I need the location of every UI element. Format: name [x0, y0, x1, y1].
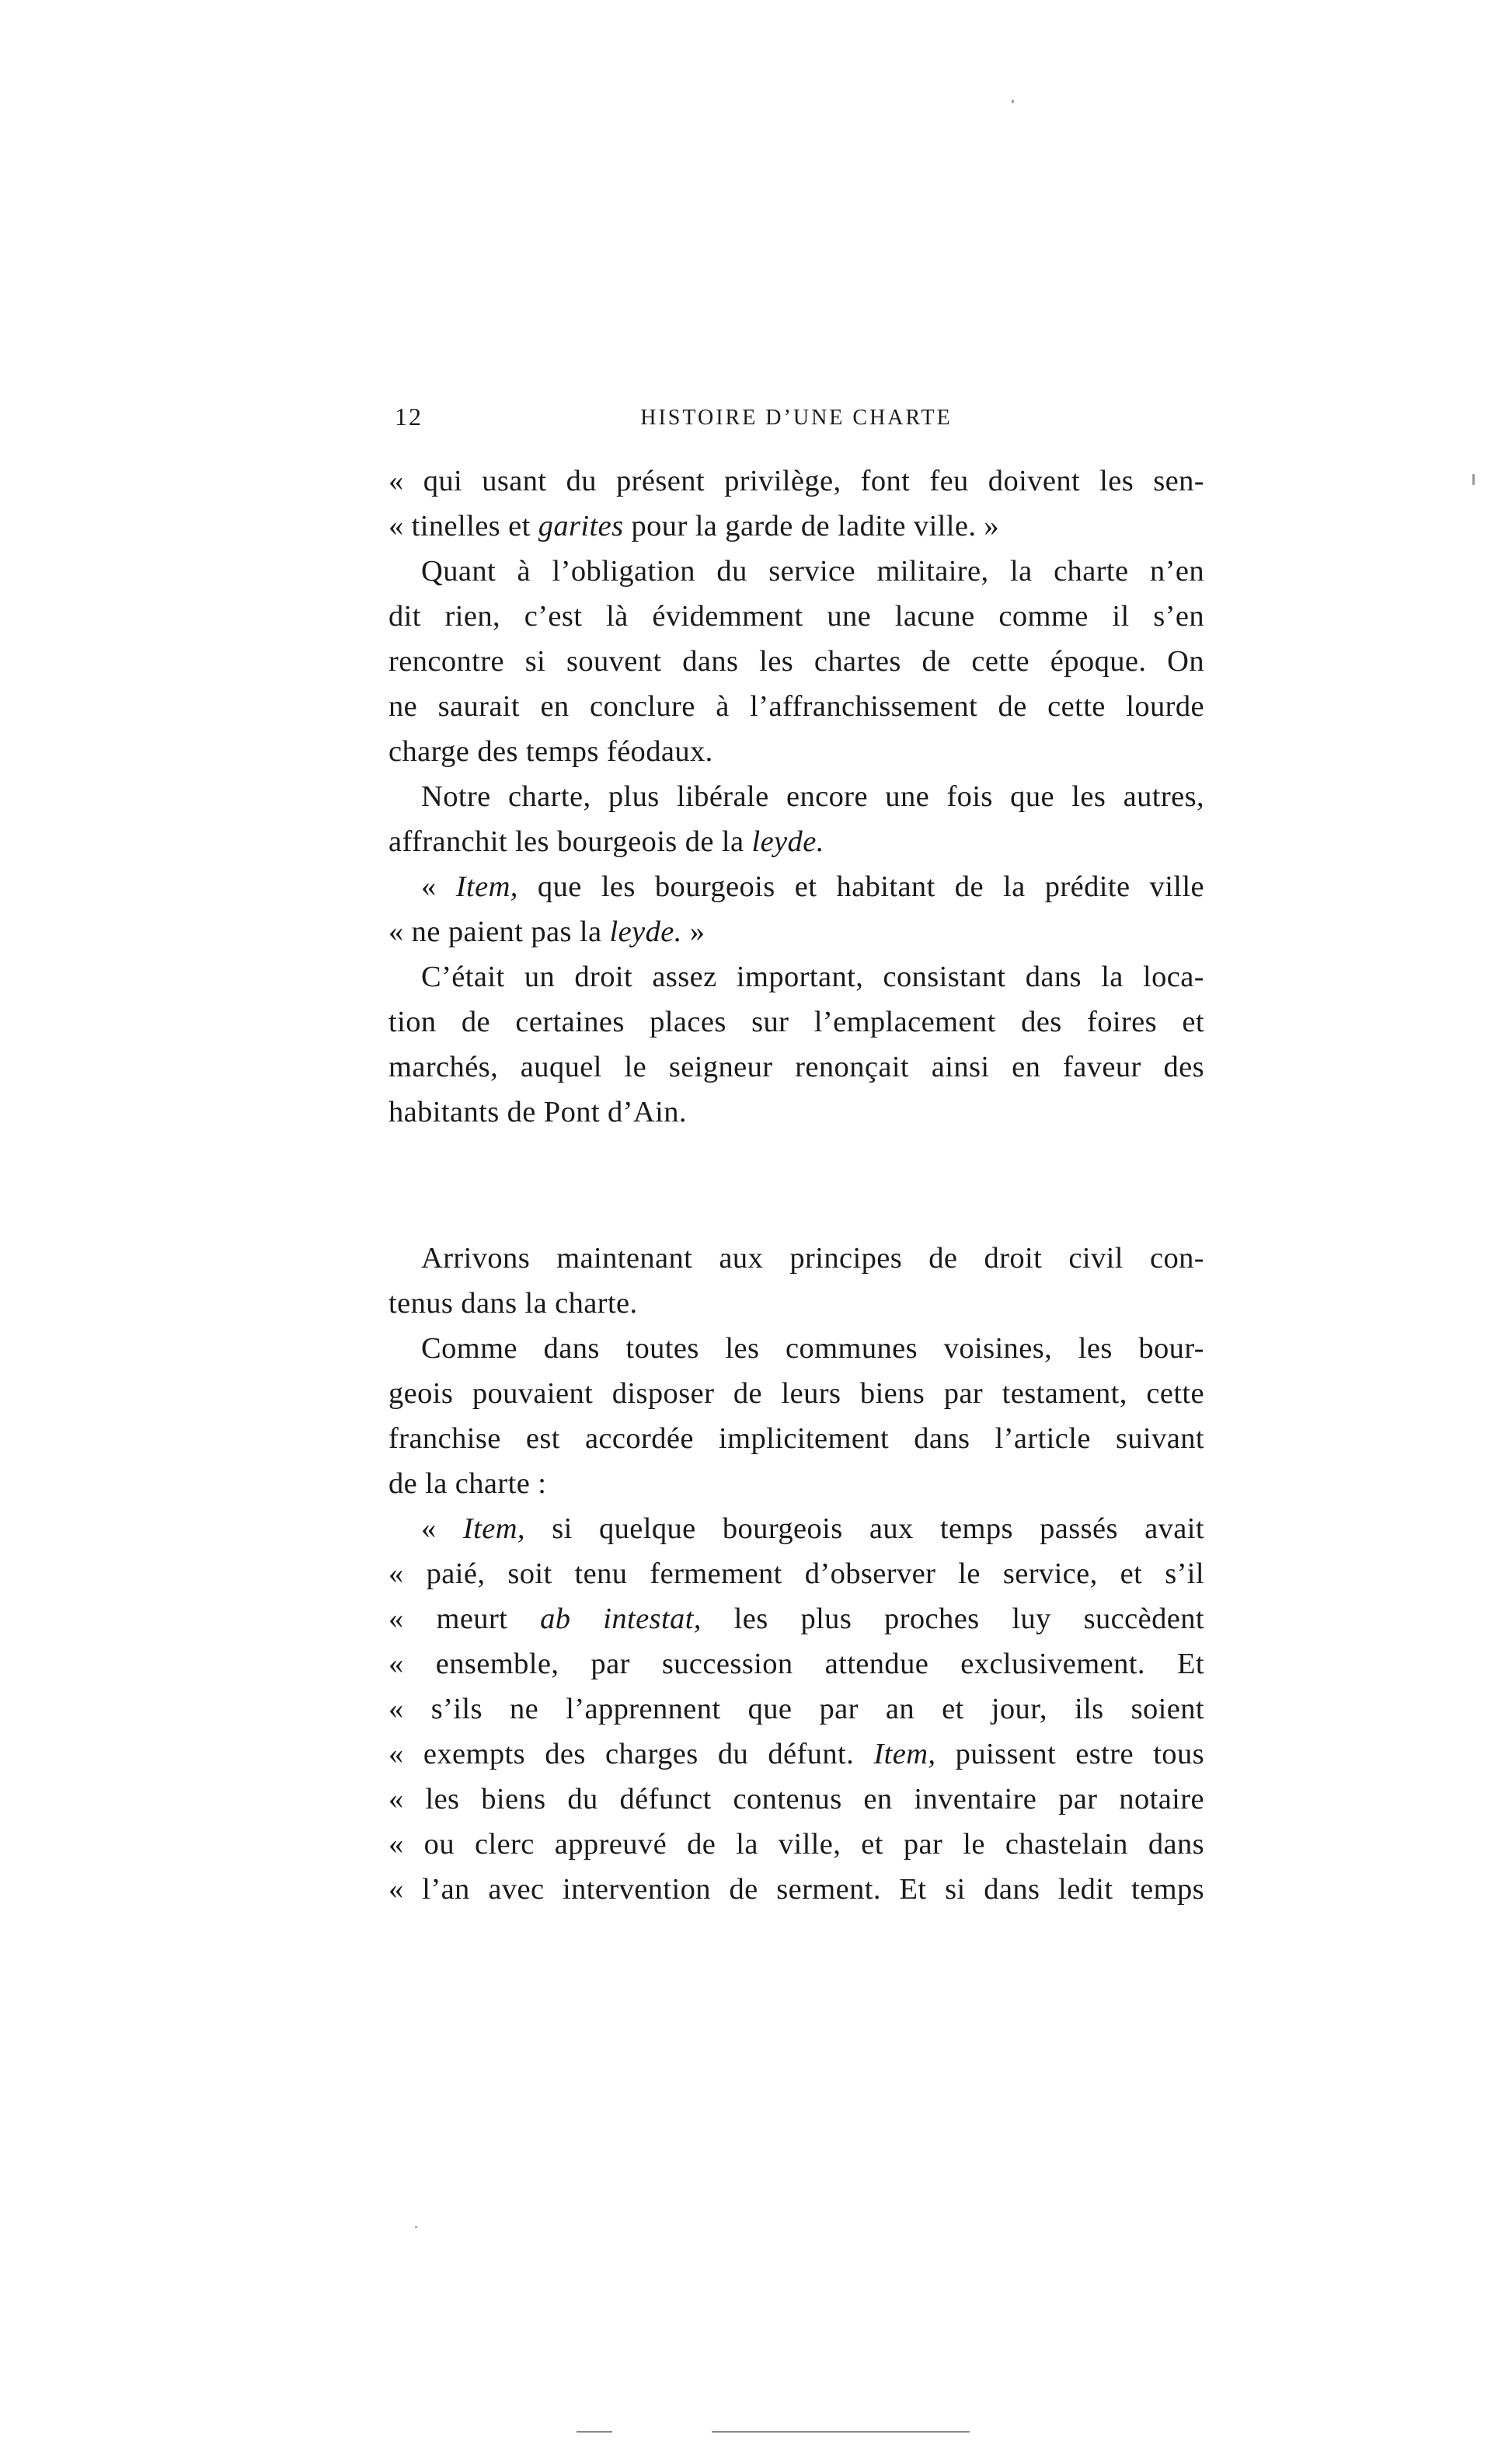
- text-span: les plus proches luy succèdent: [701, 1603, 1204, 1635]
- text-span: « ne paient pas la: [388, 916, 610, 948]
- italic-term: garites: [538, 510, 624, 542]
- text-span: « exempts des charges du défunt.: [388, 1738, 874, 1770]
- text-line: C’était un droit assez important, consistant dans la loca-: [421, 961, 1204, 993]
- text-span: «: [421, 870, 456, 903]
- text-line: rencontre si souvent dans les chartes de cette époque. On: [388, 645, 1204, 678]
- text-span: pour la garde de ladite ville. »: [623, 510, 1000, 542]
- text-span: puissent estre tous: [935, 1738, 1204, 1770]
- text-line: Comme dans toutes les communes voisines, les bour-: [421, 1332, 1204, 1365]
- text-line: de la charte :: [388, 1467, 547, 1500]
- italic-term: leyde.: [609, 916, 682, 948]
- text-line: Quant à l’obligation du service militaire, la charte n’en: [421, 555, 1204, 588]
- text-line: tenus dans la charte.: [388, 1287, 638, 1320]
- text-line: [388, 909, 1204, 954]
- text-line: [388, 1506, 1204, 1551]
- bottom-edge-rule: [712, 2431, 970, 2433]
- scan-speck: [1012, 99, 1014, 103]
- text-line: franchise est accordée implicitement dans l’article suivant: [388, 1422, 1204, 1455]
- text-line: [388, 504, 1204, 549]
- text-line: « qui usant du présent privilège, font feu doivent les sen-: [388, 465, 1204, 497]
- text-line: « les biens du défunct contenus en inventaire par notaire: [388, 1783, 1204, 1815]
- text-line: « ou clerc appreuvé de la ville, et par le chastelain dans: [388, 1828, 1204, 1861]
- text-span: que les bourgeois et habitant de la prédite ville: [517, 870, 1204, 903]
- text-line: geois pouvaient disposer de leurs biens par testament, cette: [388, 1377, 1204, 1410]
- text-span: « meurt: [388, 1603, 541, 1635]
- text-line: « ensemble, par succession attendue exclusivement. Et: [388, 1648, 1204, 1680]
- text-span: affranchit les bourgeois de la: [388, 825, 752, 858]
- text-line: [388, 819, 1204, 864]
- text-line: [388, 1732, 1204, 1777]
- scan-speck: [415, 2226, 417, 2228]
- italic-term: Item,: [455, 870, 518, 903]
- text-line: « s’ils ne l’apprennent que par an et jour, ils soient: [388, 1693, 1204, 1725]
- text-line: Arrivons maintenant aux principes de droit civil con-: [421, 1242, 1204, 1275]
- text-line: habitants de Pont d’Ain.: [388, 1096, 687, 1128]
- bottom-edge-rule: [577, 2431, 612, 2433]
- text-line: dit rien, c’est là évidemment une lacune comme il s’en: [388, 600, 1204, 633]
- text-line: [388, 864, 1204, 909]
- italic-term: ab intestat,: [540, 1603, 702, 1635]
- scan-speck: [1472, 474, 1475, 485]
- text-span: « tinelles et: [388, 510, 538, 542]
- text-span: »: [681, 916, 705, 948]
- text-line: « paié, soit tenu fermement d’observer le service, et s’il: [388, 1557, 1204, 1590]
- text-line: « l’an avec intervention de serment. Et si dans ledit temps: [388, 1873, 1204, 1906]
- text-span: si quelque bourgeois aux temps passés avait: [524, 1512, 1204, 1545]
- text-line: charge des temps féodaux.: [388, 735, 713, 768]
- text-line: [388, 1596, 1204, 1641]
- text-line: ne saurait en conclure à l’affranchissement de cette lourde: [388, 690, 1204, 723]
- page-number: 12: [395, 403, 423, 431]
- text-line: marchés, auquel le seigneur renonçait ainsi en faveur des: [388, 1051, 1204, 1083]
- italic-term: Item,: [462, 1512, 525, 1545]
- italic-term: Item,: [873, 1738, 936, 1770]
- text-span: «: [421, 1512, 463, 1545]
- text-line: Notre charte, plus libérale encore une fois que les autres,: [421, 780, 1204, 813]
- italic-term: leyde.: [751, 825, 824, 858]
- running-head: [388, 403, 1204, 440]
- text-line: tion de certaines places sur l’emplacement des foires et: [388, 1006, 1204, 1038]
- running-title: HISTOIRE D’UNE CHARTE: [640, 406, 953, 430]
